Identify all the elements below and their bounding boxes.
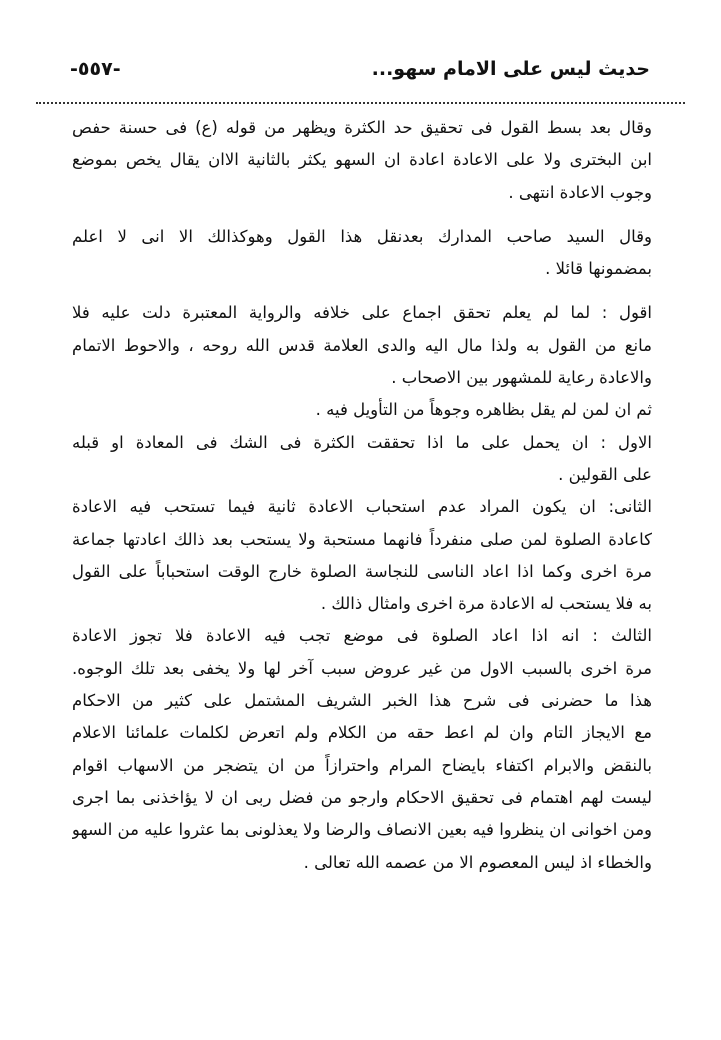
text-line: الثانى: ان يكون المراد عدم استحباب الاعادة ثانية فيما تستحب فيه الاعادة (72, 497, 652, 517)
text-line: اقول : لما لم يعلم تحقق اجماع على خلافه والرواية المعتبرة دلت عليه فلا (72, 303, 652, 323)
text-line: الاول : ان يحمل على ما اذا تحققت الكثرة فى الشك فى المعادة او قبله (72, 432, 652, 452)
text-line: مرة اخرى وكما اذا اعاد الناسى للنجاسة الصلوة خارج الوقت استحباباً على القول (72, 561, 652, 581)
text-line: ثم ان لمن لم يقل بظاهره وجوهاً من التأويل فيه . (315, 400, 652, 420)
text-line: ابن البخترى ولا على الاعادة اعادة ان السهو يكثر بالثانية الاان يقال يخص بموضع (72, 150, 652, 170)
text-line: والاعادة رعاية للمشهور بين الاصحاب . (391, 368, 652, 388)
text-line: وقال السيد صاحب المدارك بعدنقل هذا القول وهوكذالك الا انى لا اعلم (72, 226, 652, 246)
text-line: ليست لهم اهتمام فى تحقيق الاحكام وارجو من فضل ربى ان لا يؤاخذنى بما اجرى (72, 787, 652, 807)
text-line: وقال بعد بسط القول فى تحقيق حد الكثرة ويظهر من قوله (ع) فى حسنة حفص (72, 118, 652, 137)
page-header (70, 58, 650, 92)
header-divider (36, 102, 685, 104)
text-line: بالنقض والابرام اكتفاء بايضاح المرام واحترازاً من ان يتضجر من الاسهاب اقوام (72, 755, 652, 775)
text-line: بمضمونها قائلا . (545, 259, 652, 279)
text-line: على القولين . (558, 464, 652, 484)
running-title: حديث ليس على الامام سهو... (371, 58, 650, 80)
text-line: الثالث : انه اذا اعاد الصلوة فى موضع تجب فيه الاعادة فلا تجوز الاعادة (72, 626, 652, 646)
text-line: كاعادة الصلوة لمن صلى منفرداً فانهما مستحبة ولا يستحب بعد ذالك اعادتها جماعة (72, 529, 652, 549)
text-line: هذا ما حضرنى فى شرح هذا الخبر الشريف المشتمل على كثير من الاحكام (72, 691, 652, 711)
page-number: -٥٥٧- (70, 58, 121, 80)
text-line: ومن اخوانى ان ينظروا فيه بعين الانصاف والرضا ولا يعذلونى بما عثروا عليه من السهو (72, 820, 652, 840)
text-line: مع الايجاز التام وان لم اعط حقه من الكلام ولم اتعرض لكلمات علمائنا الاعلام (72, 723, 652, 743)
text-line: مرة اخرى بالسبب الاول من غير عروض سبب آخر لها ولا يخفى بعد تلك الوجوه. (72, 658, 652, 678)
text-line: والخطاء اذ ليس المعصوم الا من عصمه الله تعالى . (303, 852, 652, 872)
text-line: وجوب الاعادة انتهى . (508, 182, 652, 202)
text-line: به فلا يستحب له الاعادة مرة اخرى وامثال ذالك . (320, 594, 652, 614)
body-text (72, 112, 652, 879)
text-line: مانع من القول به ولذا مال اليه والدى العلامة قدس الله روحه ، والاحوط الاتمام (72, 335, 652, 355)
